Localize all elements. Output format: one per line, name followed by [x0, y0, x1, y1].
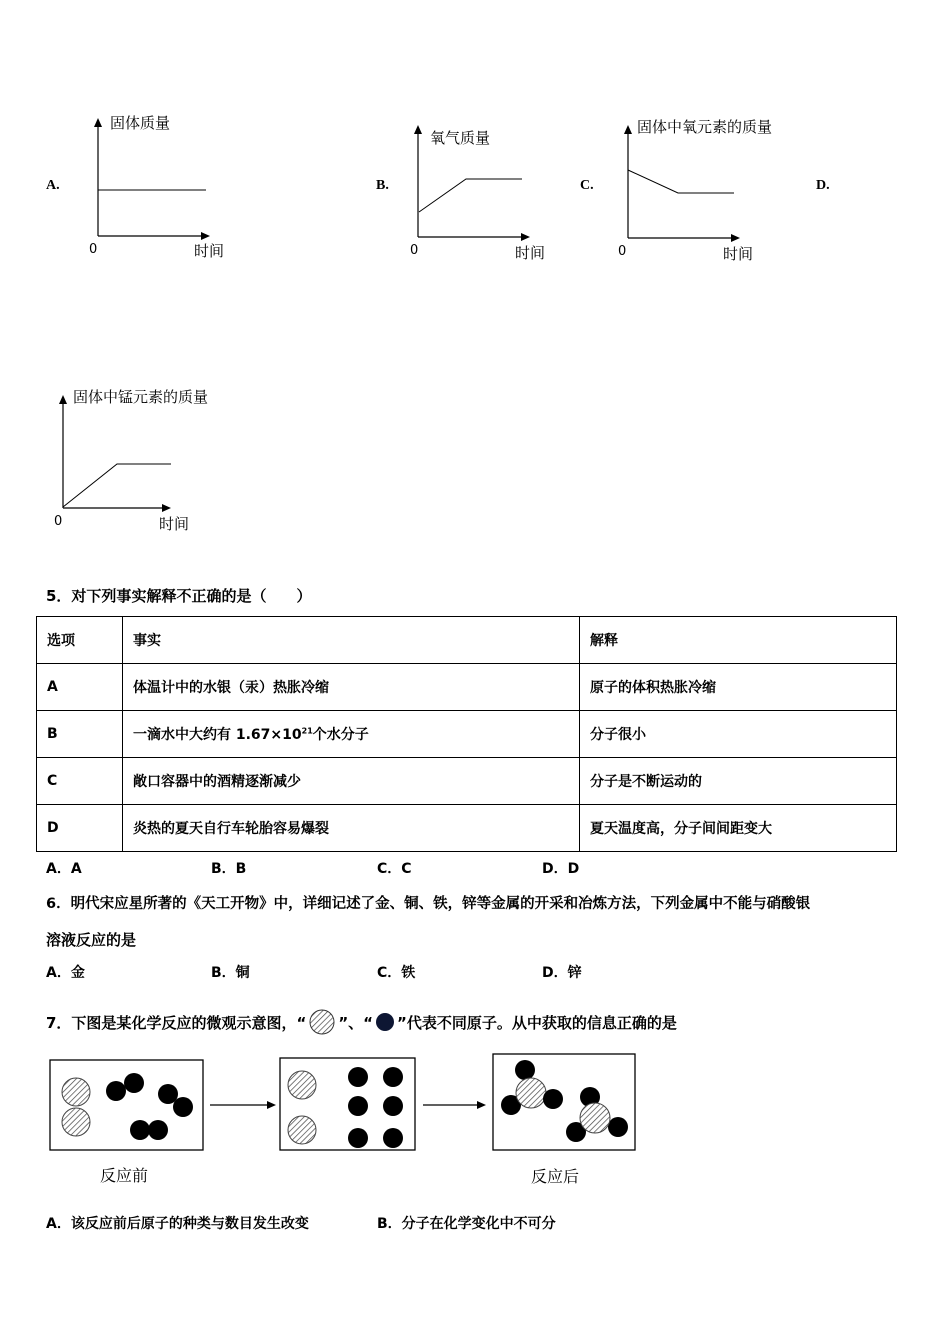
dark-atom	[348, 1128, 368, 1148]
table-row	[37, 758, 897, 805]
stem-text-mid: ”、“	[338, 1013, 374, 1032]
graph-d-xlabel: 时间	[159, 515, 190, 533]
dark-atom	[173, 1097, 193, 1117]
curve	[419, 179, 522, 212]
question-6-stem-line1: 6．明代宋应星所著的《天工开物》中，详细记述了金、铜、铁，锌等金属的开采和冶炼方法，下列金属中不能与硝酸银	[46, 896, 811, 912]
question-5-stem: 5．对下列事实解释不正确的是（ ）	[46, 587, 312, 605]
graph-c-ylabel: 固体中氧元素的质量	[637, 118, 773, 136]
q5-answer-d: D．D	[542, 861, 580, 877]
y-arrow	[414, 125, 422, 134]
question-7-stem	[46, 1009, 677, 1035]
facts-table	[36, 616, 897, 852]
q5-answer-b: B．B	[211, 861, 247, 877]
arrow-head	[477, 1101, 486, 1109]
fact-text-end: 个水分子	[312, 727, 369, 743]
row-explanation: 分子是不断运动的	[580, 758, 897, 805]
arrow-head	[267, 1101, 276, 1109]
dark-atom	[106, 1081, 126, 1101]
graph-c-origin: 0	[618, 244, 627, 259]
q6-answer-c: C．铁	[377, 965, 416, 981]
row-fact: 炎热的夏天自行车轮胎容易爆裂	[123, 805, 580, 852]
hatched-atom-icon	[307, 1009, 337, 1035]
row-fact	[123, 711, 580, 758]
header-option: 选项	[37, 617, 123, 664]
graph-d-ylabel: 固体中锰元素的质量	[73, 388, 209, 406]
dark-atom	[124, 1073, 144, 1093]
table-row	[37, 711, 897, 758]
row-option: D	[37, 805, 123, 852]
curve	[63, 464, 171, 507]
dark-atom	[383, 1067, 403, 1087]
fact-text: 一滴水中大约有 1.67×10	[133, 727, 302, 743]
dark-atom	[148, 1120, 168, 1140]
row-explanation: 分子很小	[580, 711, 897, 758]
stem-text-end: ”代表不同原子。从中获取的信息正确的是	[397, 1013, 677, 1032]
row-explanation: 夏天温度高，分子间间距变大	[580, 805, 897, 852]
header-fact: 事实	[123, 617, 580, 664]
fact-exponent: 21	[301, 726, 313, 736]
label-before-reaction: 反应前	[100, 1166, 149, 1185]
q5-answer-a: A．A	[46, 861, 82, 877]
y-arrow	[59, 395, 67, 404]
label-after-reaction: 反应后	[531, 1167, 580, 1186]
reaction-diagram	[48, 1050, 648, 1160]
q6-answer-a: A．金	[46, 965, 85, 981]
row-option: B	[37, 711, 123, 758]
option-c-label: C.	[580, 178, 594, 193]
x-arrow	[521, 233, 530, 241]
row-option: C	[37, 758, 123, 805]
row-option: A	[37, 664, 123, 711]
header-explanation: 解释	[580, 617, 897, 664]
q6-answer-d: D．锌	[542, 965, 582, 981]
question-6-stem-line2: 溶液反应的是	[46, 931, 137, 949]
hatched-atom	[288, 1071, 316, 1099]
curve	[628, 170, 734, 193]
y-arrow	[94, 118, 102, 127]
stem-text-start: 7．下图是某化学反应的微观示意图，“	[46, 1013, 307, 1032]
dark-atom	[515, 1060, 535, 1080]
graph-b-xlabel: 时间	[515, 244, 546, 262]
x-arrow	[201, 232, 210, 240]
graph-b-ylabel: 氧气质量	[430, 129, 491, 147]
x-arrow	[731, 234, 740, 242]
table-row	[37, 805, 897, 852]
hatched-atom	[288, 1116, 316, 1144]
dark-atom	[543, 1089, 563, 1109]
x-arrow	[162, 504, 171, 512]
y-arrow	[624, 125, 632, 134]
graph-c-xlabel: 时间	[723, 245, 754, 263]
hatched-atom	[580, 1103, 610, 1133]
hatched-atom	[62, 1078, 90, 1106]
graph-a-origin: 0	[89, 242, 98, 257]
table-row	[37, 664, 897, 711]
dark-atom	[608, 1117, 628, 1137]
hatched-atom	[516, 1078, 546, 1108]
option-b-label: B.	[376, 178, 389, 193]
dark-atom	[383, 1096, 403, 1116]
option-d-label: D.	[816, 178, 830, 193]
row-fact: 体温计中的水银（汞）热胀冷缩	[123, 664, 580, 711]
q6-answer-b: B．铜	[211, 965, 250, 981]
option-a-label: A.	[46, 178, 60, 193]
row-fact: 敞口容器中的酒精逐渐减少	[123, 758, 580, 805]
q7-answer-b: B．分子在化学变化中不可分	[377, 1216, 556, 1232]
graph-a-ylabel: 固体质量	[110, 114, 171, 132]
dark-atom	[130, 1120, 150, 1140]
graph-b-origin: 0	[410, 243, 419, 258]
dark-atom	[348, 1096, 368, 1116]
q7-answer-a: A．该反应前后原子的种类与数目发生改变	[46, 1216, 309, 1232]
dark-atom	[348, 1067, 368, 1087]
table-header-row	[37, 617, 897, 664]
q5-answer-c: C．C	[377, 861, 412, 877]
graph-d-origin: 0	[54, 514, 63, 529]
graph-a-xlabel: 时间	[194, 242, 225, 260]
hatched-atom	[62, 1108, 90, 1136]
dark-atom-icon	[374, 1011, 396, 1033]
row-explanation: 原子的体积热胀冷缩	[580, 664, 897, 711]
dark-atom	[383, 1128, 403, 1148]
